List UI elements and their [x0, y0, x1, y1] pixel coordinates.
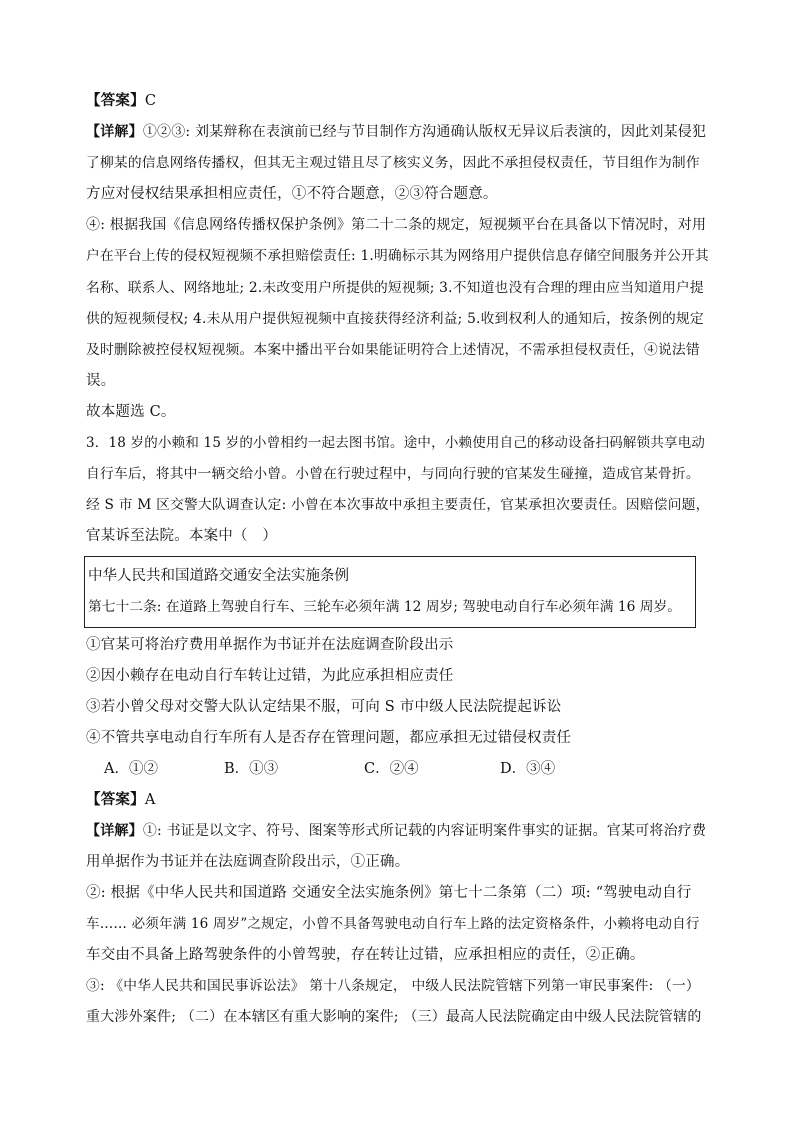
q3-statement-3: ③若小曾父母对交警大队认定结果不服，可向 S 市中级人民法院提起诉讼: [86, 699, 562, 715]
q2-detail-line-2: 方应对侵权结果承担相应责任，①不符合题意，②③符合题意。: [86, 186, 498, 202]
q3-option-d: D．③④: [500, 761, 556, 777]
q3-option-c: C．②④: [364, 761, 419, 777]
q3-detail-label: 【详解】: [86, 823, 143, 839]
q2-detail-line-4: 户在平台上传的侵权短视频不承担赔偿责任: 1.明确标示其为网络用户提供信息存储空间服务并公开其: [86, 248, 709, 264]
q2-answer-line: [86, 91, 156, 111]
q3-detail-line-0: [86, 821, 706, 841]
q3-detail-line-5: ③: 《中华人民共和国民事诉讼法》 第十八条规定， 中级人民法院管辖下列第一审民事案件: （一）: [86, 978, 700, 994]
q2-detail-line-5: 名称、联系人、网络地址; 2.未改变用户所提供的短视频; 3.不知道也没有合理的理由应当知道用户提: [86, 280, 704, 296]
q3-detail-line-6: 重大涉外案件; （二）在本辖区有重大影响的案件; （三）最高人民法院确定由中级人民法院管辖的: [86, 1009, 702, 1025]
legal-excerpt-text: 第七十二条: 在道路上驾驶自行车、三轮车必须年满 12 周岁; 驾驶电动自行车必须年满 16 周岁。: [88, 599, 681, 615]
q3-statement-1: ①官某可将治疗费用单据作为书证并在法庭调查阶段出示: [86, 637, 454, 653]
q3-answer-label: 【答案】: [86, 791, 145, 808]
q2-answer-value: C: [144, 93, 157, 109]
q3-answer-line: [86, 790, 155, 810]
q3-detail-line-4: 车交由不具备上路驾驶条件的小曾驾驶，存在转让过错，应承担相应的责任，②正确。: [86, 947, 645, 963]
q3-answer-value: A: [144, 792, 156, 808]
q3-detail-line-1: 用单据作为书证并在法庭调查阶段出示，①正确。: [86, 854, 410, 870]
q2-conclusion: 故本题选 C。: [86, 404, 176, 420]
q3-stem-line-2: 经 S 市 M 区交警大队调查认定: 小曾在本次事故中承担主要责任，官某承担次要责任。因赔偿问题，: [86, 497, 710, 513]
q3-stem-line-0: 3．18 岁的小赖和 15 岁的小曾相约一起去图书馆。途中，小赖使用自己的移动设备扫码解锁共享电动: [86, 435, 706, 451]
q3-stem-line-1: 自行车后，将其中一辆交给小曾。小曾在行驶过程中，与同向行驶的官某发生碰撞，造成官某骨折。: [86, 466, 700, 482]
legal-excerpt-box: [84, 556, 696, 628]
q2-answer-label: 【答案】: [86, 92, 145, 109]
q3-statement-2: ②因小赖存在电动自行车转让过错，为此应承担相应责任: [86, 668, 454, 684]
q3-option-b: B．①③: [224, 761, 279, 777]
q2-detail-line-3: ④: 根据我国《信息网络传播权保护条例》第二十二条的规定，短视频平台在具备以下情况时，对用: [86, 217, 707, 233]
q2-detail-line-7: 及时删除被控侵权短视频。本案中播出平台如果能证明符合上述情况，不需承担侵权责任，④说法错: [86, 342, 700, 358]
legal-excerpt-title: 中华人民共和国道路交通安全法实施条例: [88, 568, 349, 584]
q3-option-a: A．①②: [104, 761, 158, 777]
q3-detail-line-3: 车…… 必须年满 16 周岁”之规定，小曾不具备驾驶电动自行车上路的法定资格条件，小赖将电动自行: [86, 916, 700, 932]
q3-statement-4: ④不管共享电动自行车所有人是否存在管理问题，都应承担无过错侵权责任: [86, 730, 572, 746]
q3-detail-text: ①: 书证是以文字、符号、图案等形式所记载的内容证明案件事实的证据。官某可将治疗费: [142, 823, 707, 839]
q2-detail-line-1: 了柳某的信息网络传播权，但其无主观过错且尽了核实义务，因此不承担侵权责任，节目组作为制作: [86, 155, 700, 171]
q2-detail-label: 【详解】: [86, 124, 143, 140]
q3-detail-line-2: ②: 根据《中华人民共和国道路 交通安全法实施条例》第七十二条第（二）项: “驾驶电动自行: [86, 885, 692, 901]
q2-detail-line-0: [86, 122, 706, 142]
q2-detail-text: ①②③: 刘某辩称在表演前已经与节目制作方沟通确认版权无异议后表演的，因此刘某侵犯: [142, 124, 707, 140]
q2-detail-line-8: 误。: [86, 373, 116, 389]
q3-stem-line-3: 官某诉至法院。本案中（ ）: [86, 528, 278, 544]
q2-detail-line-6: 供的短视频侵权; 4.未从用户提供短视频中直接获得经济利益; 5.收到权利人的通知后，按条例的规定: [86, 311, 704, 327]
